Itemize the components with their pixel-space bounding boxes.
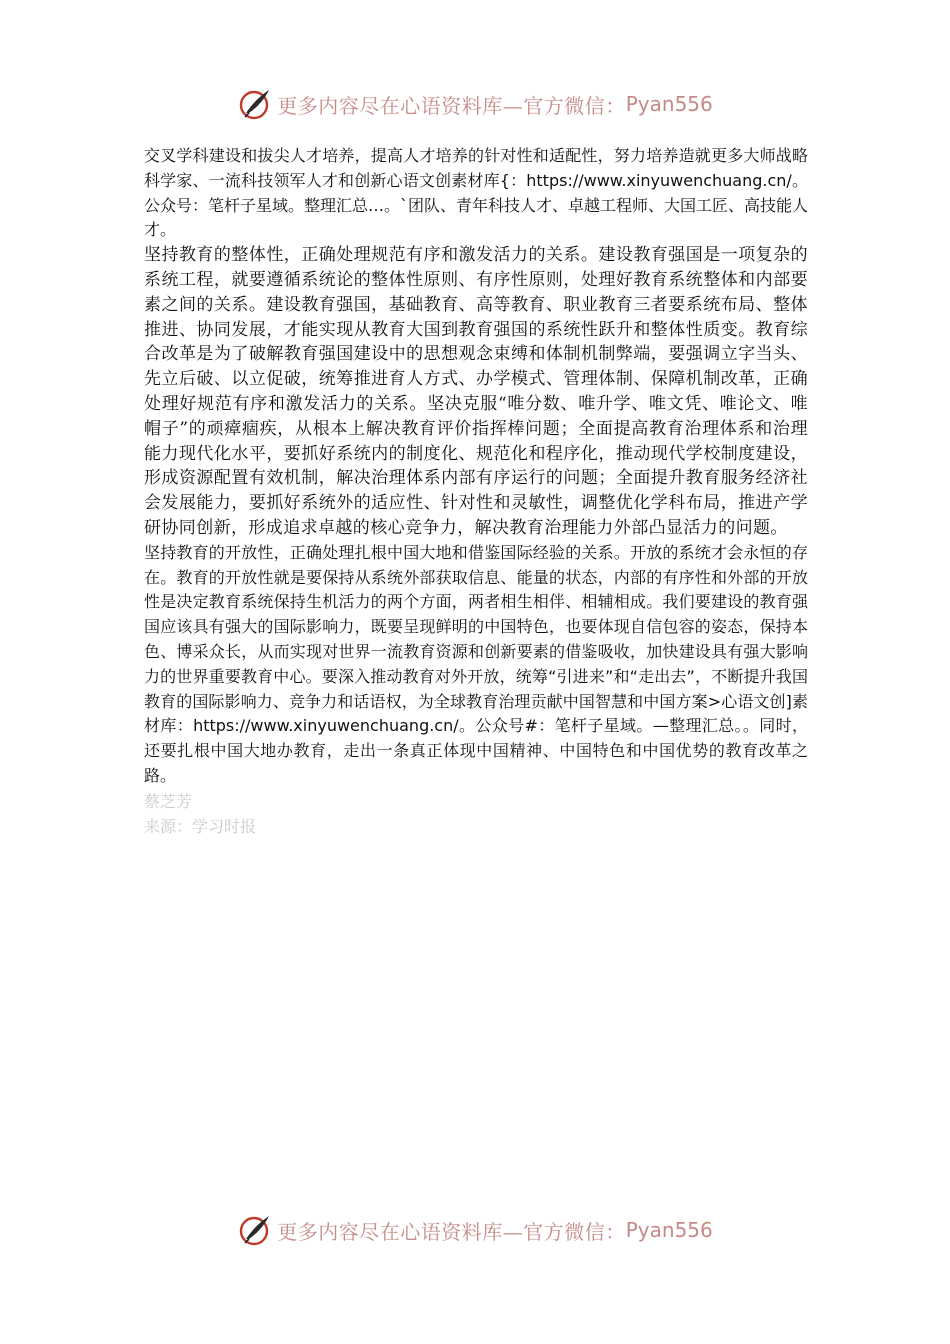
header-banner — [0, 82, 950, 126]
paragraph-1: 交叉学科建设和拔尖人才培养，提高人才培养的针对性和适配性，努力培养造就更多大师战略科学家、一流科技领军人才和创新心语文创素材库{：https://www.xinyuwenchuang.cn/。公众号：笔杆子星域。整理汇总…。`团队、青年科技人才、卓越工程师、大国工匠、高技能人才。 — [144, 146, 809, 240]
banner-text: 更多内容尽在心语资料库—官方微信： — [277, 93, 626, 118]
banner-text: 更多内容尽在心语资料库—官方微信： — [277, 1219, 626, 1244]
article-body — [144, 144, 808, 839]
paragraph-2: 坚持教育的整体性，正确处理规范有序和激发活力的关系。建设教育强国是一项复杂的系统工程，就要遵循系统论的整体性原则、有序性原则，处理好教育系统整体和内部要素之间的关系。建设教育强国，基础教育、高等教育、职业教育三者要系统布局、整体推进、协同发展，才能实现从教育大国到教育强国的系统性跃升和整体性质变。教育综合改革是为了破解教育强国建设中的思想观念束缚和体制机制弊端，要强调立字当头、先立后破、以立促破，统筹推进育人方式、办学模式、管理体制、保障机制改革，正确处理好规范有序和激发活力的关系。坚决克服“唯分数、唯升学、唯文凭、唯论文、唯帽子”的顽瘴痼疾，从根本上解决教育评价指挥棒问题；全面提高教育治理体系和治理能力现代化水平，要抓好系统内的制度化、规范化和程序化，推动现代学校制度建设，形成资源配置有效机制，解决治理体系内部有序运行的问题；全面提升教育服务经济社会发展能力，要抓好系统外的适应性、针对性和灵敏性，调整优化学科布局，推进产学研协同创新，形成追求卓越的核心竞争力，解决教育治理能力外部凸显活力的问题。 — [144, 245, 808, 538]
banner-wechat-id: Pyan556 — [625, 1218, 713, 1242]
footer-banner — [0, 1208, 950, 1252]
source-line: 来源：学习时报 — [144, 816, 257, 836]
author-name: 蔡芝芳 — [144, 791, 193, 811]
paragraph-3: 坚持教育的开放性，正确处理扎根中国大地和借鉴国际经验的关系。开放的系统才会永恒的存在。教育的开放性就是要保持从系统外部获取信息、能量的状态，内部的有序性和外部的开放性是决定教育系统保持生机活力的两个方面，两者相生相伴、相辅相成。我们要建设的教育强国应该具有强大的国际影响力，既要呈现鲜明的中国特色，也要体现自信包容的姿态，保持本色、博采众长，从而实现对世界一流教育资源和创新要素的借鉴吸收，加快建设具有强大影响力的世界重要教育中心。要深入推动教育对外开放，统筹“引进来”和“走出去”，不断提升我国教育的国际影响力、竞争力和话语权，为全球教育治理贡献中国智慧和中国方案>心语文创]素材库：https://www.xinyuwenchuang.cn/。公众号#：笔杆子星域。—整理汇总。。同时，还要扎根中国大地办教育，走出一条真正体现中国精神、中国特色和中国优势的教育改革之路。 — [144, 542, 808, 785]
banner-wechat-id: Pyan556 — [625, 92, 713, 116]
quill-logo-icon — [237, 86, 273, 122]
quill-logo-icon — [237, 1212, 273, 1248]
